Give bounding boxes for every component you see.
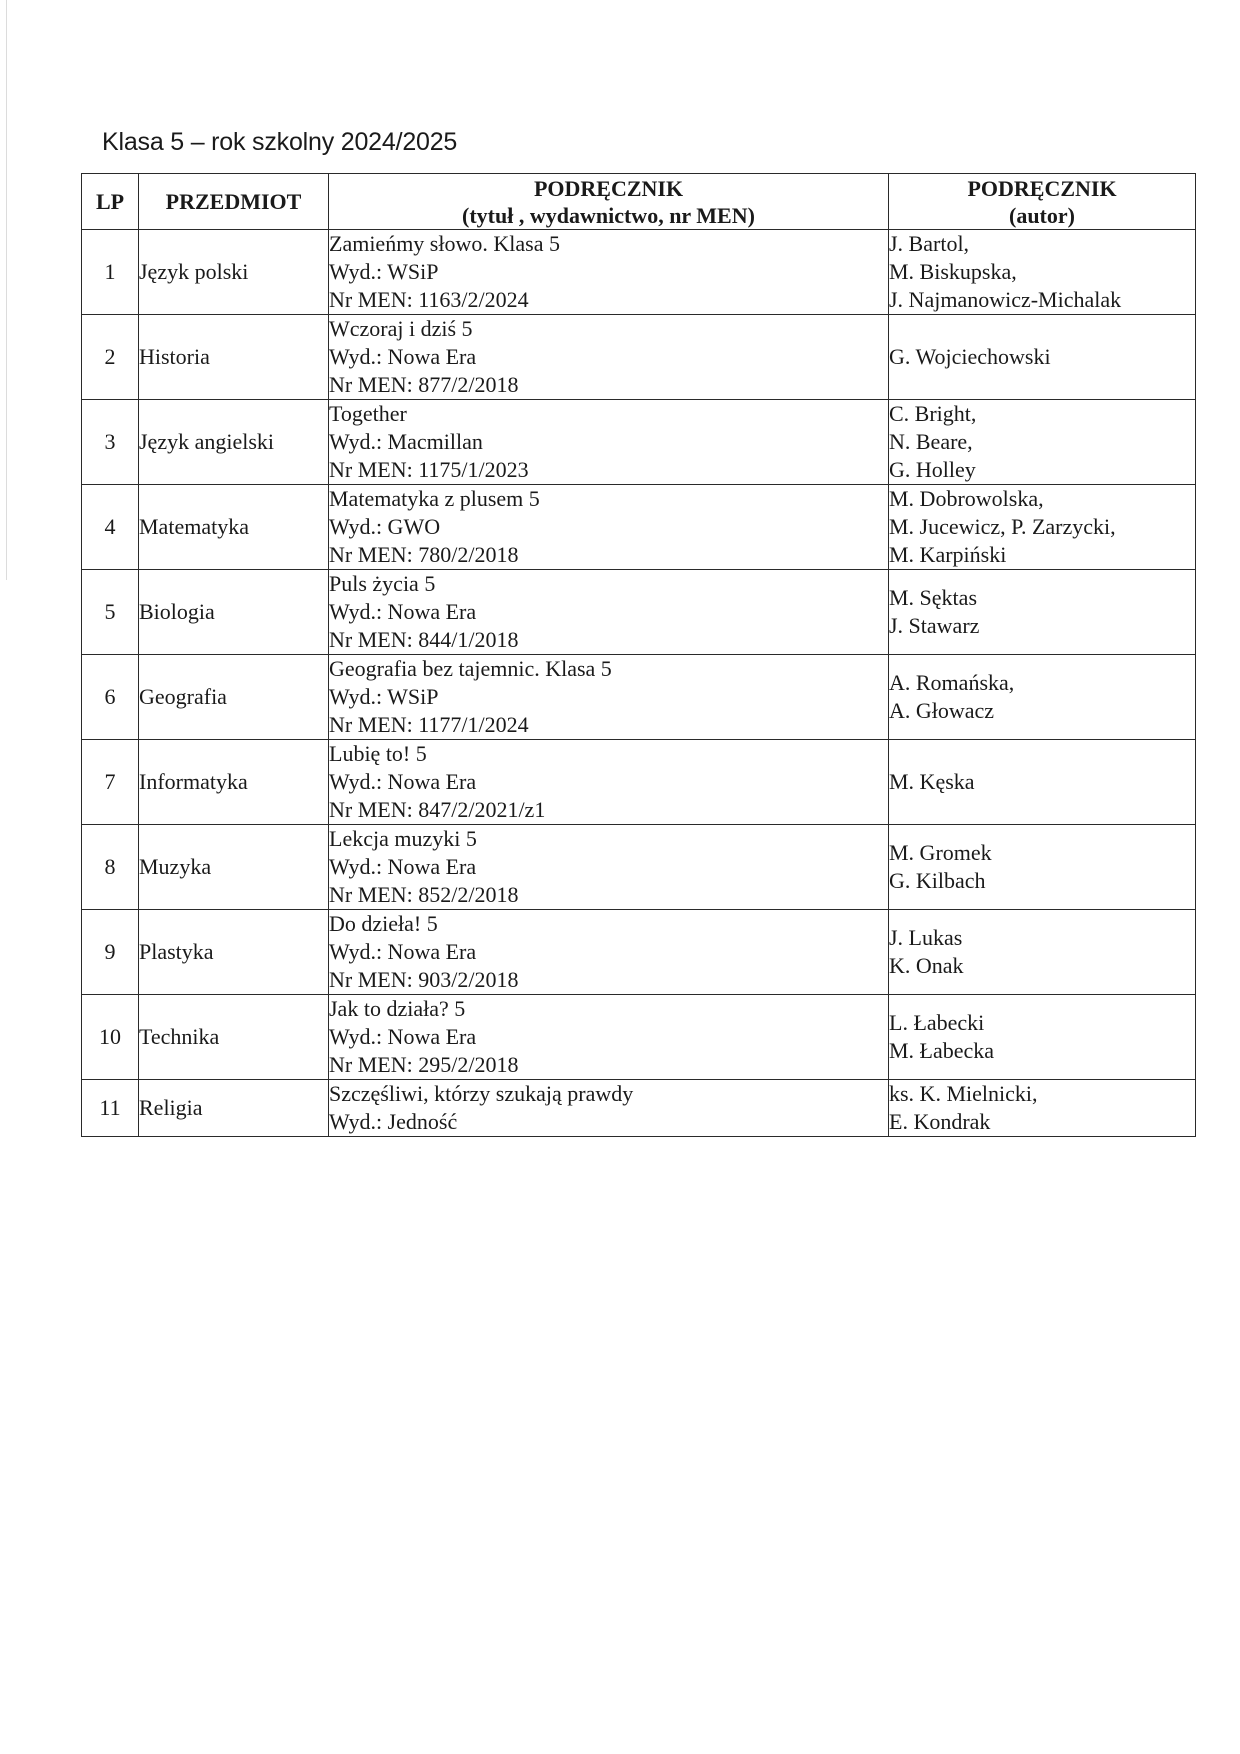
table-row bbox=[82, 655, 1196, 740]
row-authors bbox=[889, 910, 1196, 995]
row-lp: 1 bbox=[82, 230, 139, 315]
book-line: Wyd.: Nowa Era bbox=[329, 1024, 477, 1049]
header-book-line1: PODRĘCZNIK bbox=[533, 175, 684, 201]
author-line: M. Gromek bbox=[889, 840, 992, 865]
row-book bbox=[329, 1080, 889, 1137]
book-line: Wyd.: Nowa Era bbox=[329, 939, 477, 964]
row-authors bbox=[889, 230, 1196, 315]
book-line: Do dzieła! 5 bbox=[329, 911, 438, 936]
header-book-line2: (tytuł , wydawnictwo, nr MEN) bbox=[462, 202, 755, 228]
row-book bbox=[329, 740, 889, 825]
row-authors bbox=[889, 400, 1196, 485]
author-line: G. Wojciechowski bbox=[889, 344, 1051, 369]
book-line: Wyd.: Jedność bbox=[329, 1109, 458, 1134]
row-lp: 11 bbox=[82, 1080, 139, 1137]
table-header-row bbox=[82, 174, 1196, 230]
author-line: G. Kilbach bbox=[889, 868, 986, 893]
book-line: Szczęśliwi, którzy szukają prawdy bbox=[329, 1081, 634, 1106]
table-row bbox=[82, 910, 1196, 995]
book-line: Nr MEN: 844/1/2018 bbox=[329, 627, 519, 652]
row-book bbox=[329, 825, 889, 910]
author-line: M. Kęska bbox=[889, 769, 975, 794]
row-subject: Muzyka bbox=[139, 825, 329, 910]
book-line: Jak to działa? 5 bbox=[329, 996, 466, 1021]
author-line: G. Holley bbox=[889, 457, 976, 482]
row-lp: 10 bbox=[82, 995, 139, 1080]
row-lp: 3 bbox=[82, 400, 139, 485]
book-line: Nr MEN: 877/2/2018 bbox=[329, 372, 519, 397]
book-line: Geografia bez tajemnic. Klasa 5 bbox=[329, 656, 612, 681]
row-subject: Język polski bbox=[139, 230, 329, 315]
book-line: Nr MEN: 1163/2/2024 bbox=[329, 287, 529, 312]
header-author bbox=[889, 174, 1196, 230]
table-row bbox=[82, 740, 1196, 825]
row-authors bbox=[889, 655, 1196, 740]
book-line: Matematyka z plusem 5 bbox=[329, 486, 540, 511]
header-lp: LP bbox=[82, 174, 139, 230]
table-row bbox=[82, 400, 1196, 485]
row-subject: Język angielski bbox=[139, 400, 329, 485]
book-line: Wyd.: Nowa Era bbox=[329, 769, 477, 794]
row-authors bbox=[889, 825, 1196, 910]
table-row bbox=[82, 570, 1196, 655]
table-row bbox=[82, 1080, 1196, 1137]
book-line: Wyd.: Nowa Era bbox=[329, 854, 477, 879]
row-book bbox=[329, 995, 889, 1080]
author-line: M. Karpiński bbox=[889, 542, 1007, 567]
book-line: Nr MEN: 295/2/2018 bbox=[329, 1052, 519, 1077]
table-body bbox=[82, 230, 1196, 1137]
row-subject: Technika bbox=[139, 995, 329, 1080]
book-line: Wyd.: Nowa Era bbox=[329, 599, 477, 624]
header-subject: PRZEDMIOT bbox=[139, 174, 329, 230]
row-authors bbox=[889, 315, 1196, 400]
textbook-table bbox=[81, 173, 1196, 1137]
author-line: L. Łabecki bbox=[889, 1010, 985, 1035]
row-authors bbox=[889, 570, 1196, 655]
book-line: Wczoraj i dziś 5 bbox=[329, 316, 473, 341]
author-line: M. Łabecka bbox=[889, 1038, 995, 1063]
author-line: J. Lukas bbox=[889, 925, 963, 950]
row-lp: 7 bbox=[82, 740, 139, 825]
table-row bbox=[82, 825, 1196, 910]
book-line: Lekcja muzyki 5 bbox=[329, 826, 477, 851]
row-book bbox=[329, 570, 889, 655]
header-author-line1: PODRĘCZNIK bbox=[967, 175, 1117, 201]
row-lp: 5 bbox=[82, 570, 139, 655]
book-line: Nr MEN: 852/2/2018 bbox=[329, 882, 519, 907]
book-line: Wyd.: GWO bbox=[329, 514, 441, 539]
header-book bbox=[329, 174, 889, 230]
author-line: M. Sęktas bbox=[889, 585, 977, 610]
table-row bbox=[82, 230, 1196, 315]
row-book bbox=[329, 485, 889, 570]
author-line: A. Romańska, bbox=[889, 670, 1015, 695]
book-line: Nr MEN: 903/2/2018 bbox=[329, 967, 519, 992]
row-subject: Informatyka bbox=[139, 740, 329, 825]
row-subject: Plastyka bbox=[139, 910, 329, 995]
book-line: Nr MEN: 847/2/2021/z1 bbox=[329, 797, 546, 822]
author-line: J. Najmanowicz-Michalak bbox=[889, 287, 1122, 312]
book-line: Wyd.: Macmillan bbox=[329, 429, 483, 454]
author-line: J. Bartol, bbox=[889, 231, 970, 256]
book-line: Nr MEN: 1175/1/2023 bbox=[329, 457, 529, 482]
author-line: C. Bright, bbox=[889, 401, 977, 426]
author-line: M. Jucewicz, P. Zarzycki, bbox=[889, 514, 1116, 539]
header-author-line2: (autor) bbox=[1009, 202, 1075, 228]
row-subject: Biologia bbox=[139, 570, 329, 655]
row-authors bbox=[889, 1080, 1196, 1137]
author-line: A. Głowacz bbox=[889, 698, 995, 723]
row-book bbox=[329, 315, 889, 400]
row-book bbox=[329, 400, 889, 485]
row-lp: 9 bbox=[82, 910, 139, 995]
author-line: E. Kondrak bbox=[889, 1109, 991, 1134]
scan-margin-line bbox=[6, 0, 7, 580]
book-line: Zamieńmy słowo. Klasa 5 bbox=[329, 231, 560, 256]
row-authors bbox=[889, 740, 1196, 825]
row-authors bbox=[889, 485, 1196, 570]
table-row bbox=[82, 995, 1196, 1080]
row-lp: 6 bbox=[82, 655, 139, 740]
book-line: Puls życia 5 bbox=[329, 571, 436, 596]
row-subject: Historia bbox=[139, 315, 329, 400]
book-line: Wyd.: WSiP bbox=[329, 684, 439, 709]
book-line: Wyd.: WSiP bbox=[329, 259, 439, 284]
row-book bbox=[329, 230, 889, 315]
book-line: Nr MEN: 1177/1/2024 bbox=[329, 712, 529, 737]
page-title: Klasa 5 – rok szkolny 2024/2025 bbox=[102, 128, 458, 156]
row-book bbox=[329, 910, 889, 995]
book-line: Nr MEN: 780/2/2018 bbox=[329, 542, 519, 567]
book-line: Lubię to! 5 bbox=[329, 741, 427, 766]
table-row bbox=[82, 315, 1196, 400]
author-line: N. Beare, bbox=[889, 429, 973, 454]
row-subject: Religia bbox=[139, 1080, 329, 1137]
row-lp: 2 bbox=[82, 315, 139, 400]
row-lp: 4 bbox=[82, 485, 139, 570]
book-line: Together bbox=[329, 401, 407, 426]
row-authors bbox=[889, 995, 1196, 1080]
author-line: ks. K. Mielnicki, bbox=[889, 1081, 1038, 1106]
author-line: M. Biskupska, bbox=[889, 259, 1017, 284]
book-line: Wyd.: Nowa Era bbox=[329, 344, 477, 369]
author-line: J. Stawarz bbox=[889, 613, 980, 638]
row-subject: Geografia bbox=[139, 655, 329, 740]
row-subject: Matematyka bbox=[139, 485, 329, 570]
author-line: K. Onak bbox=[889, 953, 964, 978]
author-line: M. Dobrowolska, bbox=[889, 486, 1044, 511]
table-row bbox=[82, 485, 1196, 570]
row-lp: 8 bbox=[82, 825, 139, 910]
row-book bbox=[329, 655, 889, 740]
